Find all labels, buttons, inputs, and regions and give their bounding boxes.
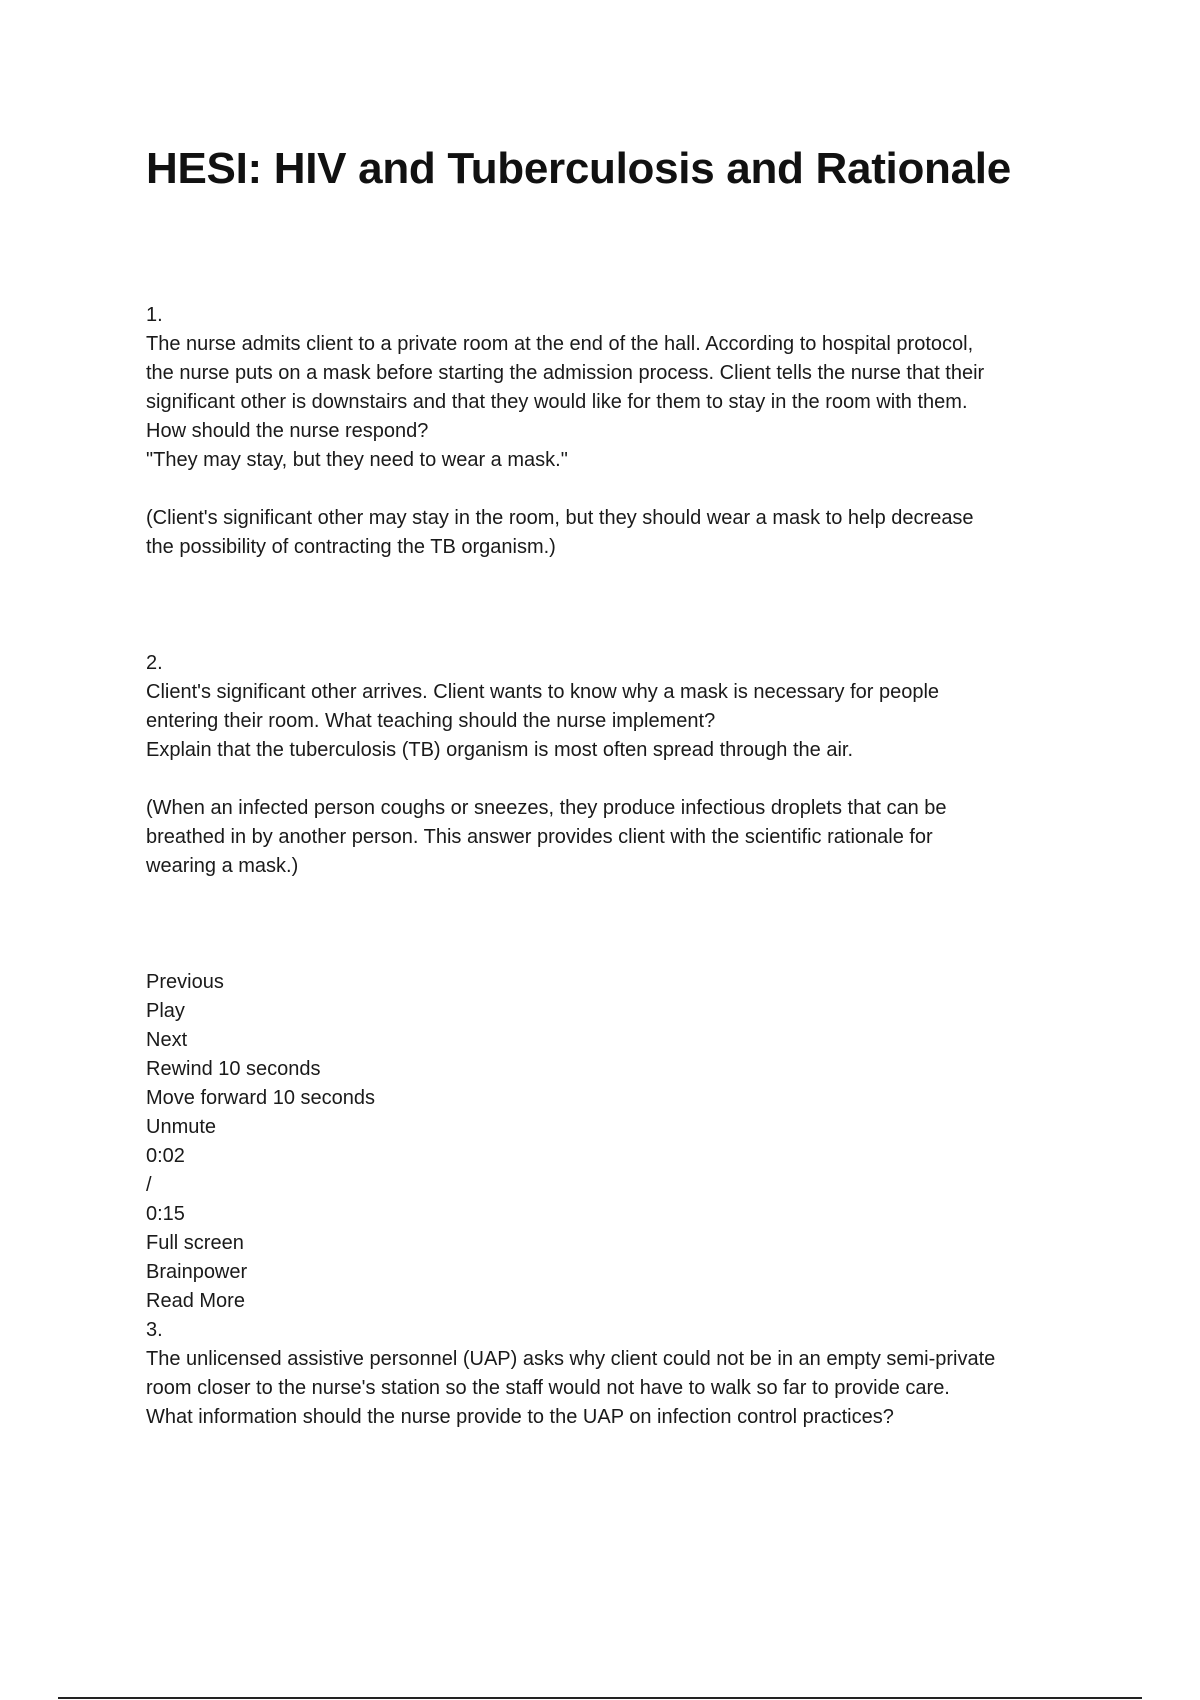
media-player-controls bbox=[146, 968, 1096, 1316]
question-number: 2. bbox=[146, 652, 163, 674]
answer-text: Explain that the tuberculosis (TB) organism is most often spread through the air. bbox=[146, 739, 854, 761]
forward-button[interactable]: Move forward 10 seconds bbox=[146, 1087, 376, 1109]
question-text-line: The unlicensed assistive personnel (UAP) asks why client could not be in an empty semi-private bbox=[146, 1348, 996, 1370]
brand-label: Brainpower bbox=[146, 1261, 248, 1283]
fullscreen-button[interactable]: Full screen bbox=[146, 1232, 244, 1254]
question-3 bbox=[146, 1316, 1096, 1432]
rationale-text-line: wearing a mask.) bbox=[146, 855, 299, 877]
question-text-line: entering their room. What teaching should the nurse implement? bbox=[146, 710, 716, 732]
rationale-text-line: breathed in by another person. This answer provides client with the scientific rationale for bbox=[146, 826, 933, 848]
rationale-text-line: (When an infected person coughs or sneezes, they produce infectious droplets that can be bbox=[146, 797, 947, 819]
time-separator: / bbox=[146, 1174, 152, 1196]
next-button[interactable]: Next bbox=[146, 1029, 188, 1051]
rewind-button[interactable]: Rewind 10 seconds bbox=[146, 1058, 321, 1080]
duration: 0:15 bbox=[146, 1203, 185, 1225]
question-number: 1. bbox=[146, 304, 163, 326]
read-more-link[interactable]: Read More bbox=[146, 1290, 245, 1312]
question-text-line: the nurse puts on a mask before starting the admission process. Client tells the nurse that their bbox=[146, 362, 985, 384]
unmute-button[interactable]: Unmute bbox=[146, 1116, 217, 1138]
question-text-line: How should the nurse respond? bbox=[146, 420, 429, 442]
rationale-text-line: the possibility of contracting the TB organism.) bbox=[146, 536, 556, 558]
question-text-line: What information should the nurse provide to the UAP on infection control practices? bbox=[146, 1406, 894, 1428]
question-text-line: significant other is downstairs and that they would like for them to stay in the room with them. bbox=[146, 391, 968, 413]
question-1 bbox=[146, 301, 1096, 562]
play-button[interactable]: Play bbox=[146, 1000, 185, 1022]
page-title: HESI: HIV and Tuberculosis and Rationale bbox=[146, 144, 1011, 193]
current-time: 0:02 bbox=[146, 1145, 185, 1167]
document-content bbox=[146, 301, 1096, 1432]
previous-button[interactable]: Previous bbox=[146, 971, 224, 993]
footer-divider bbox=[58, 1697, 1142, 1699]
question-text-line: Client's significant other arrives. Client wants to know why a mask is necessary for people bbox=[146, 681, 940, 703]
question-2 bbox=[146, 649, 1096, 881]
question-text-line: room closer to the nurse's station so the staff would not have to walk so far to provide care. bbox=[146, 1377, 950, 1399]
question-number: 3. bbox=[146, 1319, 163, 1341]
rationale-text-line: (Client's significant other may stay in the room, but they should wear a mask to help decrease bbox=[146, 507, 974, 529]
answer-text: "They may stay, but they need to wear a mask." bbox=[146, 449, 568, 471]
question-text-line: The nurse admits client to a private room at the end of the hall. According to hospital protocol, bbox=[146, 333, 974, 355]
